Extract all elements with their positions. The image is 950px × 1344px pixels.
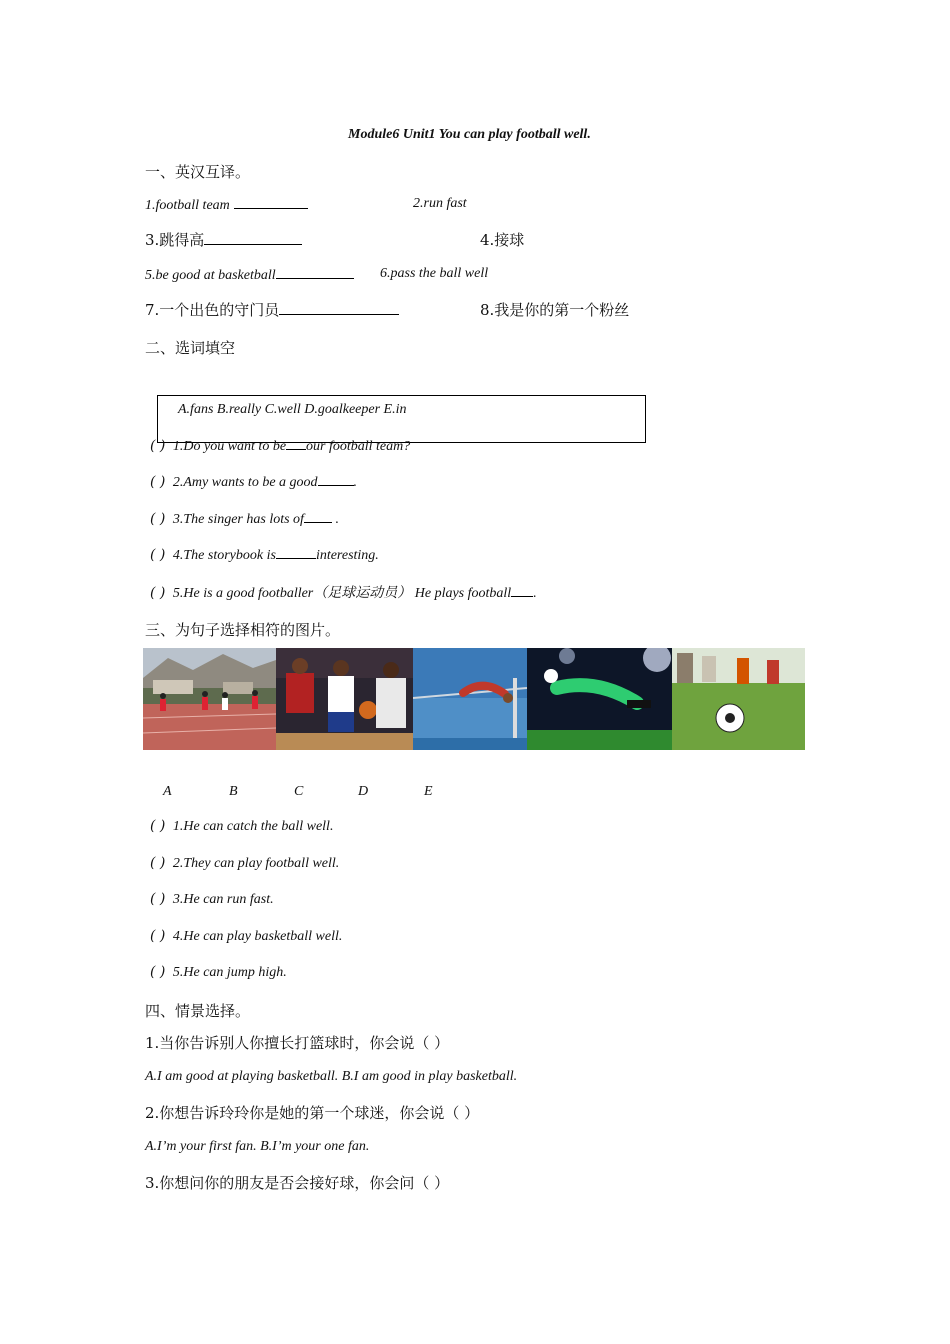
answer-blank[interactable] xyxy=(204,232,302,245)
s1-item-5: 5.be good at basketball xyxy=(145,266,354,284)
s2-question-5: ( ) 5.He is a good footballer（足球运动员） He plays football . xyxy=(150,585,537,601)
answer-blank[interactable] xyxy=(304,510,332,523)
answer-blank[interactable] xyxy=(318,473,354,486)
s4-question-1: 1.当你告诉别人你擅长打篮球时，你会说（ ） xyxy=(145,1034,450,1052)
answer-blank[interactable] xyxy=(276,546,316,559)
s3-question-2: ( ) 2.They can play football well. xyxy=(150,855,340,871)
s4-answer-1: A.I am good at playing basketball. B.I am good in play basketball. xyxy=(145,1069,518,1084)
photo-label-b: B xyxy=(229,784,238,799)
photo-label-c: C xyxy=(294,784,304,799)
photo-label-a: A xyxy=(163,784,172,799)
s4-question-2: 2.你想告诉玲玲你是她的第一个球迷，你会说（ ） xyxy=(145,1104,480,1122)
photo-goalkeeper xyxy=(527,648,672,750)
page-title: Module6 Unit1 You can play football well. xyxy=(348,127,591,142)
s2-question-3: ( ) 3.The singer has lots of . xyxy=(150,511,339,527)
s4-answer-2: A.I’m your first fan. B.I’m your one fan. xyxy=(145,1139,370,1154)
word-options: A.fans B.really C.well D.goalkeeper E.in xyxy=(178,402,407,417)
photo-kids-football xyxy=(672,648,805,750)
s3-question-3: ( ) 3.He can run fast. xyxy=(150,891,274,907)
section1-heading: 一、英汉互译。 xyxy=(145,163,251,181)
photo-running-race xyxy=(143,648,276,750)
answer-blank[interactable] xyxy=(234,196,308,209)
s1-item-7: 7.一个出色的守门员 xyxy=(145,299,399,320)
s3-question-4: ( ) 4.He can play basketball well. xyxy=(150,928,343,944)
answer-blank[interactable] xyxy=(276,266,354,279)
s2-question-2: ( ) 2.Amy wants to be a good . xyxy=(150,474,358,490)
s3-question-1: ( ) 1.He can catch the ball well. xyxy=(150,818,334,834)
section2-heading: 二、选词填空 xyxy=(145,339,236,357)
s1-item-1: 1.football team xyxy=(145,196,308,214)
section3-heading: 三、为句子选择相符的图片。 xyxy=(145,621,341,639)
photo-high-jump xyxy=(413,648,527,750)
s2-question-1: ( ) 1.Do you want to be our football team? xyxy=(150,438,411,454)
photo-label-e: E xyxy=(424,784,433,799)
answer-blank[interactable] xyxy=(286,437,306,450)
s1-item-4: 4.接球 xyxy=(480,231,525,249)
s4-question-3: 3.你想问你的朋友是否会接好球，你会问（ ） xyxy=(145,1174,450,1192)
answer-blank[interactable] xyxy=(279,302,399,315)
section4-heading: 四、情景选择。 xyxy=(145,1002,251,1020)
photo-label-d: D xyxy=(358,784,369,799)
s3-question-5: ( ) 5.He can jump high. xyxy=(150,964,287,980)
answer-blank[interactable] xyxy=(511,584,533,597)
photo-basketball xyxy=(276,648,413,750)
s1-item-6: 6.pass the ball well xyxy=(380,266,489,281)
s2-question-4: ( ) 4.The storybook is interesting. xyxy=(150,547,379,563)
s1-item-3: 3.跳得高 xyxy=(145,229,302,250)
s1-item-2: 2.run fast xyxy=(413,196,467,211)
s1-item-8: 8.我是你的第一个粉丝 xyxy=(480,301,630,319)
